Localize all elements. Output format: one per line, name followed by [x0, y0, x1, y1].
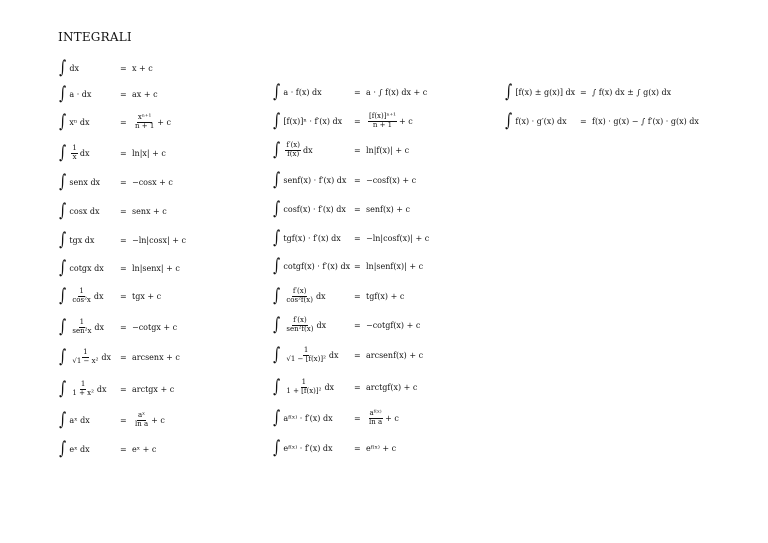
formula-row: [58, 139, 288, 164]
formula-row: [58, 111, 288, 133]
fraction-numerator: 1: [83, 348, 88, 357]
result-expression: [366, 351, 423, 360]
integral-sign: ∫: [59, 83, 67, 104]
equals-sign: =: [354, 204, 361, 214]
equals-sign: =: [354, 413, 361, 423]
integral-expression: [58, 144, 90, 162]
integral-sign: ∫: [59, 378, 67, 399]
integral-sign: ∫: [59, 57, 67, 78]
formula-row: [272, 139, 502, 161]
integral-expression: [58, 59, 79, 77]
formula-row: [272, 285, 502, 307]
integrand: cotgx dx: [69, 263, 104, 273]
formula-row: [272, 227, 502, 249]
integral-expression: [504, 83, 575, 101]
integral-expression: [58, 85, 91, 103]
result-text: tgx + c: [132, 291, 162, 301]
integral-expression: [58, 348, 111, 366]
integral-expression: [58, 411, 90, 429]
formula-row: [272, 437, 502, 459]
formula-row: [58, 229, 288, 251]
integral-expression: [58, 202, 99, 220]
integral-sign: ∫: [273, 437, 281, 458]
fraction-denominator: sen²x: [72, 326, 92, 335]
result-text: senx + c: [132, 206, 167, 216]
integrand: eᶠ⁽ˣ⁾ · f′(x) dx: [283, 443, 333, 453]
integral-sign: ∫: [505, 110, 513, 131]
integrand: cotgf(x) · f′(x) dx: [283, 261, 351, 271]
integrand: aᶠ⁽ˣ⁾ · f′(x) dx: [283, 413, 333, 423]
integral-sign: ∫: [59, 111, 67, 132]
result-expression: [132, 90, 158, 99]
result-expression: [366, 383, 417, 392]
fraction-numerator: f′(x): [286, 141, 300, 150]
result-expression: [132, 323, 177, 332]
equals-sign: =: [120, 444, 127, 454]
integrand: tgf(x) · f′(x) dx: [283, 233, 341, 243]
result-expression: [366, 176, 416, 185]
integrand: cosx dx: [69, 206, 100, 216]
result-expression: [366, 88, 427, 97]
integrand-fraction: [285, 288, 314, 304]
formula-row: [272, 110, 502, 132]
fraction-numerator: 1: [79, 287, 84, 296]
equals-sign: =: [354, 291, 361, 301]
integral-sign: ∫: [59, 409, 67, 430]
fraction-denominator: 1 + [f(x)]²: [286, 386, 322, 395]
result-fraction: [368, 113, 397, 129]
integrand: eˣ dx: [69, 444, 90, 454]
equals-sign: =: [120, 291, 127, 301]
equals-sign: =: [354, 350, 361, 360]
integral-expression: [272, 83, 322, 101]
fraction-denominator: ln a: [135, 419, 149, 428]
fraction-numerator: f′(x): [293, 316, 307, 325]
result-expression: [132, 236, 186, 245]
formula-row: [272, 198, 502, 220]
fraction-numerator: 1: [303, 346, 309, 355]
formula-row: [58, 378, 288, 400]
formula-row: [58, 409, 288, 431]
fraction-denominator: n + 1: [372, 120, 393, 129]
result-expression: [366, 292, 404, 301]
fraction-numerator: 1: [80, 380, 86, 389]
equals-sign: =: [354, 443, 361, 453]
result-expression: [132, 445, 156, 454]
equals-sign: =: [354, 175, 361, 185]
equals-sign: =: [120, 263, 127, 273]
integral-expression: [272, 409, 333, 427]
fraction-denominator: n + 1: [135, 121, 155, 130]
integral-expression: [272, 112, 342, 130]
equals-sign: =: [354, 233, 361, 243]
fraction-denominator: cos²x: [72, 295, 91, 304]
result-text: a · ∫ f(x) dx + c: [366, 87, 428, 97]
result-expression: [132, 264, 180, 273]
integrand-fraction: [71, 288, 91, 304]
integral-expression: [272, 257, 350, 275]
result-text: senf(x) + c: [366, 204, 410, 214]
formula-row: [58, 257, 288, 279]
result-text: −cosx + c: [132, 177, 173, 187]
equals-sign: =: [120, 177, 127, 187]
equals-sign: =: [120, 89, 127, 99]
integral-sign: ∫: [273, 314, 281, 335]
constant: + c: [151, 415, 165, 425]
result-fraction: [134, 114, 155, 130]
integral-sign: ∫: [59, 142, 67, 163]
integral-expression: [272, 200, 346, 218]
integral-sign: ∫: [59, 346, 67, 367]
fraction-numerator: [f(x)]ⁿ⁺¹: [369, 112, 396, 121]
integral-sign: ∫: [59, 200, 67, 221]
result-text: eˣ + c: [132, 444, 157, 454]
integral-expression: [272, 171, 346, 189]
formula-row: [58, 171, 288, 193]
integral-sign: ∫: [273, 344, 281, 365]
integrand-fraction: [285, 379, 322, 395]
integral-expression: [504, 112, 567, 130]
result-expression: [366, 146, 409, 155]
result-fraction: [368, 410, 383, 426]
result-expression: [592, 117, 699, 126]
integrand-fraction: [71, 319, 92, 335]
result-text: arctgf(x) + c: [366, 382, 418, 392]
formula-row: [58, 346, 288, 368]
result-text: eᶠ⁽ˣ⁾ + c: [366, 443, 397, 453]
integral-expression: [272, 229, 341, 247]
integrand: a · f(x) dx: [283, 87, 322, 97]
result-expression: [366, 234, 429, 243]
fraction-numerator: f′(x): [292, 287, 307, 296]
integrand: dx: [69, 63, 80, 73]
formula-row: [272, 344, 502, 366]
integrand: a · dx: [69, 89, 92, 99]
integral-sign: ∫: [273, 227, 281, 248]
differential: dx: [94, 322, 105, 332]
integrand-fraction: [71, 349, 99, 365]
fraction-numerator: 1: [79, 318, 85, 327]
equals-sign: =: [120, 322, 127, 332]
integral-expression: [272, 346, 339, 364]
integrand: cosf(x) · f′(x) dx: [283, 204, 346, 214]
integral-sign: ∫: [59, 257, 67, 278]
constant: + c: [157, 117, 172, 127]
integrand: senx dx: [69, 177, 101, 187]
integral-sign: ∫: [505, 81, 513, 102]
integrand-fraction: [285, 347, 327, 363]
equals-sign: =: [354, 87, 361, 97]
equals-sign: =: [354, 382, 361, 392]
result-expression: [132, 114, 171, 130]
result-text: −cotgf(x) + c: [366, 320, 421, 330]
constant: + c: [399, 116, 413, 126]
integral-sign: ∫: [59, 285, 67, 306]
differential: dx: [93, 291, 104, 301]
equals-sign: =: [120, 415, 127, 425]
result-text: −ln|cosf(x)| + c: [366, 233, 430, 243]
formula-row: [504, 81, 734, 103]
result-text: −cotgx + c: [132, 322, 178, 332]
result-expression: [366, 205, 410, 214]
formula-row: [504, 110, 734, 132]
integrand: tgx dx: [69, 235, 95, 245]
integral-sign: ∫: [59, 438, 67, 459]
formula-row: [272, 81, 502, 103]
equals-sign: =: [580, 116, 587, 126]
integral-expression: [58, 380, 107, 398]
formula-row: [58, 83, 288, 105]
result-expression: [132, 412, 165, 428]
integral-expression: [58, 259, 104, 277]
integrand: senf(x) · f′(x) dx: [283, 175, 347, 185]
result-text: −ln|cosx| + c: [132, 235, 186, 245]
integral-sign: ∫: [59, 316, 67, 337]
equals-sign: =: [354, 261, 361, 271]
equals-sign: =: [354, 320, 361, 330]
result-text: f(x) · g(x) − ∫ f′(x) · g(x) dx: [592, 116, 699, 126]
fraction-denominator: sen²f(x): [286, 324, 314, 333]
integral-expression: [58, 440, 90, 458]
integral-sign: ∫: [273, 81, 281, 102]
formula-row: [58, 200, 288, 222]
formula-row: [58, 438, 288, 460]
formula-row: [58, 316, 288, 338]
formula-row: [58, 57, 288, 79]
formula-row: [272, 376, 502, 398]
differential: dx: [328, 350, 339, 360]
result-text: arcsenf(x) + c: [366, 350, 424, 360]
fraction-denominator: ln a: [369, 417, 383, 426]
differential: dx: [315, 291, 326, 301]
integral-expression: [58, 287, 104, 305]
integral-expression: [272, 439, 333, 457]
integral-expression: [272, 141, 313, 159]
integral-sign: ∫: [273, 285, 281, 306]
constant: + c: [385, 413, 399, 423]
result-text: ln|x| + c: [132, 148, 166, 158]
equals-sign: =: [580, 87, 587, 97]
integral-expression: [58, 113, 90, 131]
differential: dx: [302, 145, 313, 155]
integral-sign: ∫: [273, 376, 281, 397]
result-expression: [366, 444, 396, 453]
equals-sign: =: [120, 235, 127, 245]
equals-sign: =: [120, 384, 127, 394]
result-text: tgf(x) + c: [366, 291, 405, 301]
integral-expression: [272, 316, 326, 334]
fraction-numerator: 1: [301, 378, 307, 387]
result-expression: [132, 292, 161, 301]
formula-row: [272, 255, 502, 277]
result-expression: [132, 207, 167, 216]
equals-sign: =: [354, 116, 361, 126]
integral-expression: [272, 378, 334, 396]
fraction-denominator: f(x): [287, 149, 300, 158]
result-expression: [132, 149, 166, 158]
result-fraction: [134, 412, 149, 428]
differential: dx: [316, 320, 327, 330]
result-expression: [592, 88, 671, 97]
result-expression: [132, 64, 153, 73]
integrand: [f(x) ± g(x)] dx: [515, 87, 576, 97]
result-text: ln|f(x)| + c: [366, 145, 410, 155]
fraction-denominator: √1 − x²: [72, 356, 99, 365]
result-text: arcsenx + c: [132, 352, 180, 362]
equals-sign: =: [120, 352, 127, 362]
formula-row: [58, 285, 288, 307]
result-expression: [366, 410, 399, 426]
fraction-numerator: 1: [72, 144, 77, 153]
result-expression: [132, 385, 174, 394]
differential: dx: [96, 384, 107, 394]
integral-sign: ∫: [273, 139, 281, 160]
fraction-numerator: aᶠ⁽ˣ⁾: [369, 409, 382, 418]
equals-sign: =: [120, 148, 127, 158]
integrand: [f(x)]ⁿ · f′(x) dx: [283, 116, 343, 126]
fraction-numerator: xⁿ⁺¹: [137, 113, 152, 122]
integrand-fraction: [71, 381, 95, 397]
equals-sign: =: [120, 63, 127, 73]
result-expression: [366, 321, 420, 330]
formula-row: [272, 169, 502, 191]
result-text: ln|senf(x)| + c: [366, 261, 424, 271]
result-text: ln|senx| + c: [132, 263, 180, 273]
differential: dx: [79, 148, 90, 158]
differential: dx: [324, 382, 335, 392]
fraction-denominator: x: [72, 152, 77, 161]
integral-expression: [58, 173, 100, 191]
integrand-fraction: [71, 145, 77, 161]
result-text: −cosf(x) + c: [366, 175, 417, 185]
equals-sign: =: [354, 145, 361, 155]
integrand-fraction: [285, 317, 314, 333]
integral-sign: ∫: [59, 171, 67, 192]
result-text: ax + c: [132, 89, 158, 99]
integral-expression: [58, 231, 94, 249]
page-title: INTEGRALI: [58, 30, 132, 44]
integrand: f(x) · g′(x) dx: [515, 116, 567, 126]
formula-row: [272, 407, 502, 429]
integrand: xⁿ dx: [69, 117, 90, 127]
result-text: ∫ f(x) dx ± ∫ g(x) dx: [592, 87, 672, 97]
integral-sign: ∫: [273, 198, 281, 219]
fraction-numerator: aˣ: [138, 411, 146, 420]
result-expression: [132, 353, 180, 362]
differential: dx: [101, 352, 112, 362]
integral-sign: ∫: [273, 407, 281, 428]
integral-sign: ∫: [59, 229, 67, 250]
fraction-denominator: √1 − [f(x)]²: [286, 354, 326, 363]
equals-sign: =: [120, 206, 127, 216]
result-expression: [132, 178, 173, 187]
integrand: aˣ dx: [69, 415, 90, 425]
integrand-fraction: [285, 142, 301, 158]
result-text: x + c: [132, 63, 153, 73]
result-expression: [366, 262, 423, 271]
integral-sign: ∫: [273, 110, 281, 131]
fraction-denominator: 1 + x²: [72, 388, 94, 397]
integral-sign: ∫: [273, 169, 281, 190]
equals-sign: =: [120, 117, 127, 127]
result-expression: [366, 113, 413, 129]
formula-row: [272, 314, 502, 336]
fraction-denominator: cos²f(x): [286, 295, 313, 304]
integral-expression: [272, 287, 326, 305]
integral-expression: [58, 318, 104, 336]
integral-sign: ∫: [273, 255, 281, 276]
result-text: arctgx + c: [132, 384, 175, 394]
